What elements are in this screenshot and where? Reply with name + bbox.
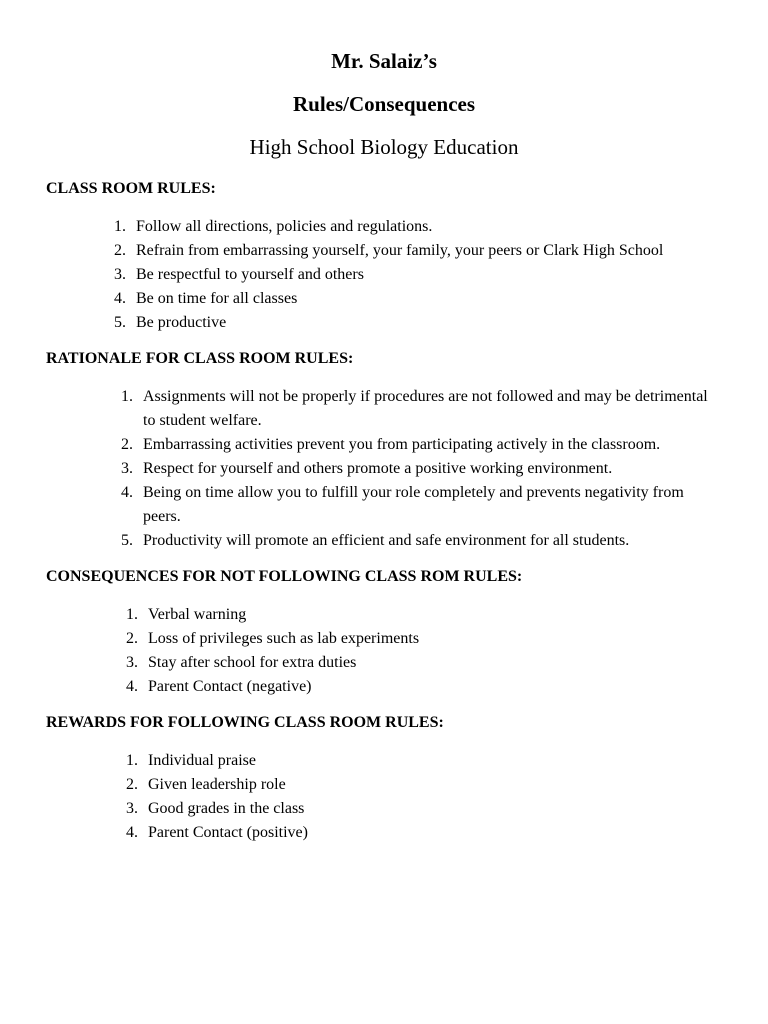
list-item-text: Parent Contact (positive) <box>148 824 308 841</box>
list-item <box>46 675 722 699</box>
list-item-text: Verbal warning <box>148 606 247 623</box>
list-item-number: 4. <box>126 678 138 695</box>
list-item-number: 2. <box>126 630 138 647</box>
section-heading-class-room-rules: CLASS ROOM RULES: <box>46 180 216 197</box>
list-item-number: 3. <box>121 460 133 477</box>
list-item-number: 3. <box>126 654 138 671</box>
list-item-number: 2. <box>126 776 138 793</box>
list-item-number: 5. <box>121 532 133 549</box>
list-item-number: 4. <box>126 824 138 841</box>
list-item <box>46 287 722 311</box>
list-item <box>46 773 722 797</box>
document-subtitle: High School Biology Education <box>249 135 519 159</box>
list-item-number: 2. <box>114 242 126 259</box>
document-subtitle-bold: Rules/Consequences <box>292 92 476 116</box>
list-item-text: Productivity will promote an efficient and safe environment for all students. <box>143 532 630 549</box>
list-item <box>46 239 722 263</box>
list-item <box>46 749 722 773</box>
list-item <box>46 529 722 553</box>
list-item-text: Given leadership role <box>148 776 286 793</box>
list-item-number: 1. <box>114 218 126 235</box>
list-item-number: 3. <box>114 266 126 283</box>
section-heading-rationale: RATIONALE FOR CLASS ROOM RULES: <box>46 350 354 367</box>
rationale-list <box>46 385 722 553</box>
list-item-number: 5. <box>114 314 126 331</box>
list-item-text: Assignments will not be properly if procedures are not followed and may be detrimental to student welfare. <box>143 388 708 429</box>
list-item-text: Be on time for all classes <box>136 290 298 307</box>
list-item-text: Parent Contact (negative) <box>148 678 312 695</box>
list-item-text: Individual praise <box>148 752 256 769</box>
list-item-number: 1. <box>126 752 138 769</box>
list-item-text: Good grades in the class <box>148 800 305 817</box>
list-item-text: Follow all directions, policies and regulations. <box>136 218 433 235</box>
document-title: Mr. Salaiz’s <box>331 49 437 73</box>
list-item <box>46 821 722 845</box>
list-item <box>46 651 722 675</box>
list-item <box>46 385 722 433</box>
rewards-list <box>46 749 722 845</box>
list-item-text: Loss of privileges such as lab experiments <box>148 630 420 647</box>
section-heading-rewards: REWARDS FOR FOLLOWING CLASS ROOM RULES: <box>46 714 444 731</box>
list-item <box>46 263 722 287</box>
list-item <box>46 215 722 239</box>
list-item-text: Respect for yourself and others promote a positive working environment. <box>143 460 613 477</box>
list-item-text: Be productive <box>136 314 227 331</box>
list-item <box>46 433 722 457</box>
list-item-number: 1. <box>121 388 133 405</box>
list-item <box>46 797 722 821</box>
list-item <box>46 627 722 651</box>
consequences-list <box>46 603 722 699</box>
list-item <box>46 603 722 627</box>
list-item-text: Stay after school for extra duties <box>148 654 357 671</box>
list-item-number: 4. <box>114 290 126 307</box>
list-item <box>46 457 722 481</box>
list-item-text: Refrain from embarrassing yourself, your family, your peers or Clark High School <box>136 242 664 259</box>
list-item <box>46 481 722 529</box>
list-item-number: 3. <box>126 800 138 817</box>
list-item-number: 4. <box>121 484 133 501</box>
list-item-number: 2. <box>121 436 133 453</box>
class-room-rules-list <box>46 215 722 335</box>
list-item <box>46 311 722 335</box>
list-item-text: Be respectful to yourself and others <box>136 266 364 283</box>
list-item-number: 1. <box>126 606 138 623</box>
list-item-text: Being on time allow you to fulfill your role completely and prevents negativity from peers. <box>143 484 684 525</box>
list-item-text: Embarrassing activities prevent you from participating actively in the classroom. <box>143 436 661 453</box>
section-heading-consequences: CONSEQUENCES FOR NOT FOLLOWING CLASS ROM RULES: <box>46 568 523 585</box>
